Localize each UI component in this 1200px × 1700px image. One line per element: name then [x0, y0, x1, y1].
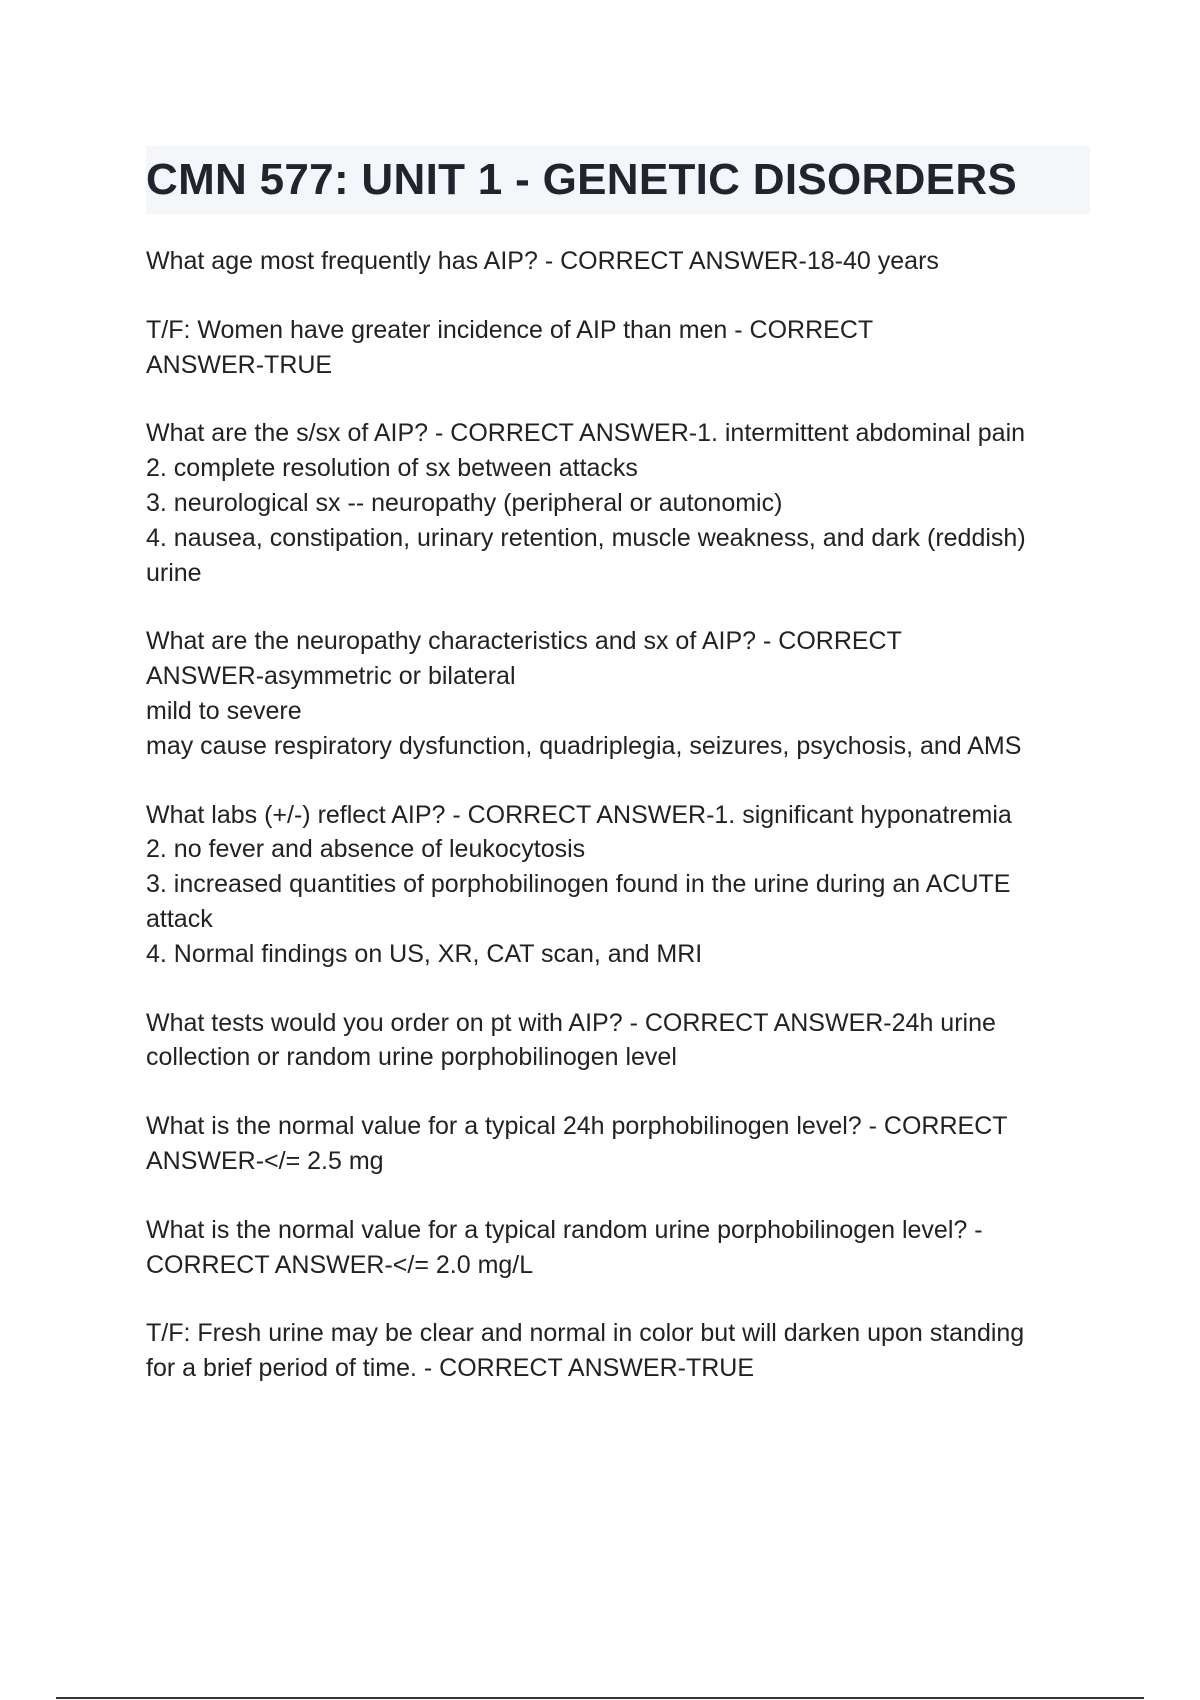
qa-text-line: What are the s/sx of AIP? - CORRECT ANSWER-1. intermittent abdominal pain	[146, 419, 1026, 448]
qa-text-line: T/F: Women have greater incidence of AIP than men - CORRECT	[146, 315, 874, 344]
qa-text-line: What labs (+/-) reflect AIP? - CORRECT ANSWER-1. significant hyponatremia	[146, 800, 1012, 829]
qa-text-line: CORRECT ANSWER-</= 2.0 mg/L	[146, 1250, 534, 1279]
qa-text-line: may cause respiratory dysfunction, quadriplegia, seizures, psychosis, and AMS	[146, 731, 1022, 760]
qa-text-line: ANSWER-asymmetric or bilateral	[146, 662, 516, 691]
page-bottom-rule	[56, 1697, 1144, 1699]
qa-text-line: What are the neuropathy characteristics and sx of AIP? - CORRECT	[146, 627, 902, 656]
qa-text-line: What tests would you order on pt with AIP? - CORRECT ANSWER-24h urine	[146, 1008, 996, 1037]
qa-entry	[146, 1109, 1096, 1179]
qa-entry	[146, 1006, 1096, 1076]
qa-text-line: attack	[146, 904, 213, 933]
qa-entry	[146, 416, 1096, 590]
qa-text-line: ANSWER-TRUE	[146, 350, 333, 379]
qa-text-line: 3. increased quantities of porphobilinogen found in the urine during an ACUTE	[146, 870, 1011, 899]
title-banner	[146, 146, 1090, 214]
question-answer-list	[146, 244, 1096, 1420]
qa-text-line: collection or random urine porphobilinogen level	[146, 1043, 677, 1072]
qa-entry	[146, 244, 1096, 279]
qa-text-line: 4. nausea, constipation, urinary retention, muscle weakness, and dark (reddish)	[146, 523, 1026, 552]
qa-text-line: 4. Normal findings on US, XR, CAT scan, and MRI	[146, 939, 703, 968]
qa-text-line: What is the normal value for a typical random urine porphobilinogen level? -	[146, 1215, 983, 1244]
qa-entry	[146, 1213, 1096, 1283]
qa-entry	[146, 313, 1096, 383]
qa-entry	[146, 624, 1096, 763]
qa-text-line: for a brief period of time. - CORRECT ANSWER-TRUE	[146, 1354, 755, 1383]
qa-text-line: 3. neurological sx -- neuropathy (peripheral or autonomic)	[146, 488, 783, 517]
qa-text-line: 2. complete resolution of sx between attacks	[146, 454, 638, 483]
qa-entry	[146, 798, 1096, 972]
qa-text-line: ANSWER-</= 2.5 mg	[146, 1146, 384, 1175]
qa-text-line: What is the normal value for a typical 24h porphobilinogen level? - CORRECT	[146, 1112, 1008, 1141]
qa-text-line: urine	[146, 558, 202, 587]
qa-entry	[146, 1316, 1096, 1386]
document-title: CMN 577: UNIT 1 - GENETIC DISORDERS	[146, 155, 1018, 204]
qa-text-line: T/F: Fresh urine may be clear and normal in color but will darken upon standing	[146, 1319, 1025, 1348]
qa-text-line: 2. no fever and absence of leukocytosis	[146, 835, 586, 864]
qa-text-line: What age most frequently has AIP? - CORRECT ANSWER-18-40 years	[146, 247, 939, 275]
qa-text-line: mild to severe	[146, 696, 302, 725]
